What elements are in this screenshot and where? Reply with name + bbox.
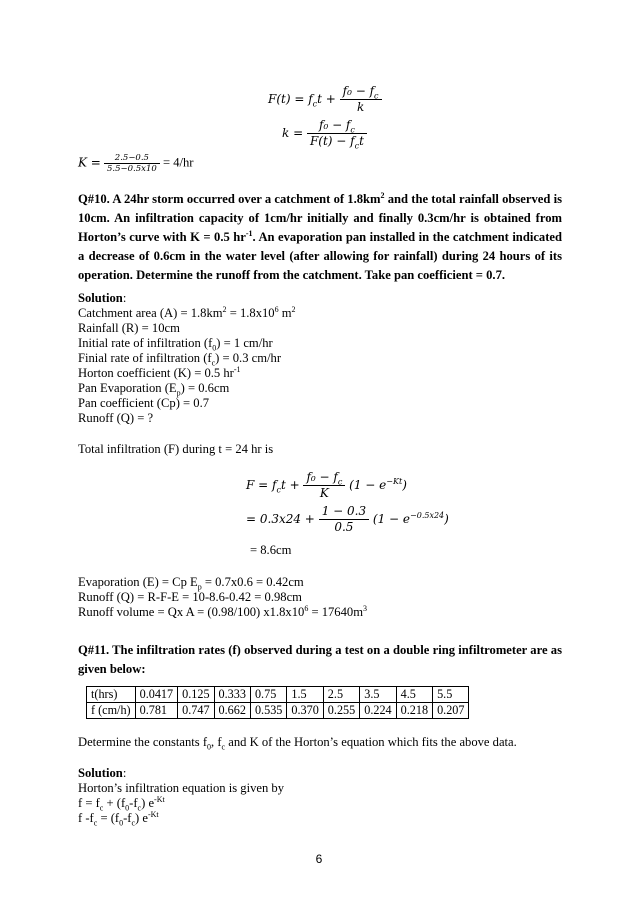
formula-f-substituted: = 0.3x24 + $\frac{1 - 0.3}{0.5}$ $(1 - e^{-0.5x24})$ [246, 504, 449, 534]
total-infiltration-intro: Total infiltration (F) during t = 24 hr is [78, 442, 274, 456]
formula-f-horton: $F = f_ct$ + $\frac{f_0 - f_c}{K}$ $(1 - e^{-Kt})$ [246, 470, 407, 500]
table-cell: 4.5 [396, 687, 432, 703]
table-cell: 0.333 [214, 687, 250, 703]
question-10: Q#10. A 24hr storm occurred over a catchment of $1.8km^2$ and the total rainfall observed is 10cm. An infiltration capacity of 1cm/hr initially and finally 0.3cm/hr is obtained from Horton’s curve with K = 0.5 $hr^{-1}$. An evaporation pan installed in the catchment indicated a decrease of 0.6cm in the water level (after allowing for rainfall) during 24 hours of its operation. Determine the runoff from the catchment. Take pan coefficient = 0.7. [78, 190, 562, 282]
determine-text: Determine the constants $f_0$, $f_c$ and K of the Horton’s equation which fits the above data. [78, 735, 517, 752]
formula-f-result: = 8.6cm [250, 543, 292, 557]
rainfall: Rainfall (R) = 10cm [78, 321, 180, 335]
initial-infiltration: Initial rate of infiltration $(f_0) = 1$ cm/hr [78, 336, 273, 353]
table-row [87, 687, 469, 703]
table-cell: t(hrs) [87, 687, 136, 703]
pan-coefficient: Pan coefficient (Cp) = 0.7 [78, 396, 210, 410]
table-cell: 5.5 [433, 687, 469, 703]
horton-equation: $f = f_c + (f_0-f_c)$ $e^{-Kt}$ [78, 794, 165, 813]
table-cell: 0.662 [214, 703, 250, 719]
table-cell: 0.781 [135, 703, 178, 719]
infiltration-table [86, 686, 469, 719]
final-infiltration: Finial rate of infiltration $(f_c) = 0.3$ cm/hr [78, 351, 282, 368]
table-cell: 0.0417 [135, 687, 178, 703]
horton-intro: Horton’s infiltration equation is given by [78, 781, 285, 795]
table-cell: 0.218 [396, 703, 432, 719]
table-cell: 0.535 [250, 703, 286, 719]
table-cell: 0.747 [178, 703, 214, 719]
page-number: 6 [315, 852, 323, 866]
table-cell: 0.207 [433, 703, 469, 719]
evaporation-calc: Evaporation (E) = Cp $E_p = 0.7x0.6 = 0.42cm$ [78, 575, 304, 592]
horton-coefficient: Horton coefficient (K) = 0.5 $hr^{-1}$ [78, 364, 241, 380]
table-cell: 0.125 [178, 687, 214, 703]
formula-k: k = $\frac{f_0 - f_c}{F(t) - f_ct}$ [282, 118, 367, 149]
formula-f-of-t: $F(t) = f_ct$ + $\frac{f_0 - f_c}{k}$ [268, 84, 382, 115]
table-cell: 0.255 [323, 703, 359, 719]
pan-evaporation: Pan Evaporation $(E_p) = 0.6cm$ [78, 381, 230, 398]
table-cell: 0.75 [250, 687, 286, 703]
table-cell: 3.5 [360, 687, 396, 703]
runoff-volume-calc: Runoff volume = Qx A = (0.98/100) $x1.8x10^6 = 17640m^3$ [78, 603, 367, 619]
runoff-calc: Runoff (Q) = R-F-E = 10-8.6-0.42 = 0.98cm [78, 590, 302, 604]
table-row [87, 703, 469, 719]
solution-heading: Solution: [78, 291, 127, 305]
table-cell: 0.224 [360, 703, 396, 719]
table-cell: f (cm/h) [87, 703, 136, 719]
table-cell: 1.5 [287, 687, 323, 703]
table-cell: 0.370 [287, 703, 323, 719]
horton-equation-rearranged: f $-f_c = (f_0-f_c)$ $e^{-Kt}$ [78, 809, 159, 828]
question-11: Q#11. The infiltration rates (f) observed during a test on a double ring infiltrometer are as given below: [78, 643, 562, 676]
table-cell: 2.5 [323, 687, 359, 703]
k-calculation: K = $\frac{2.5-0.5}{5.5-0.5x10}$ = 4/hr [78, 153, 194, 174]
solution-heading-2: Solution: [78, 766, 127, 780]
runoff-unknown: Runoff (Q) = ? [78, 411, 154, 425]
catchment-area: Catchment area $(A) = 1.8km^2 = 1.8x10^6$ $m^2$ [78, 304, 296, 320]
